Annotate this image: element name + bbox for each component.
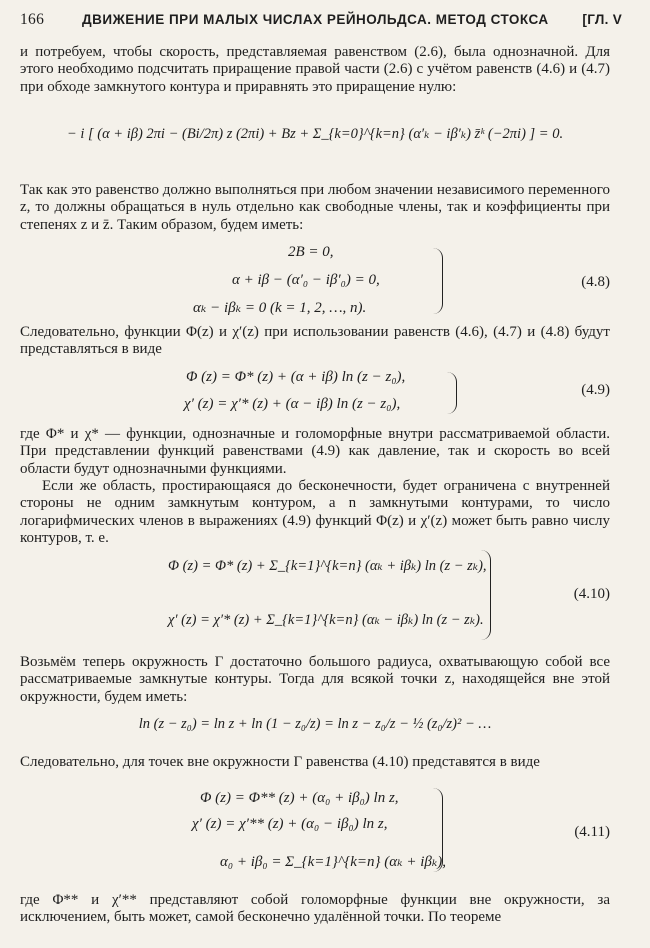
chapter-marker: [ГЛ. V — [582, 12, 622, 27]
eq410-number: (4.10) — [573, 586, 610, 602]
paragraph-4: где Φ* и χ* — функции, однозначные и голоморфные внутри рассматриваемой области. При представлении функций равенствами (4.9) как давление, так и скорость во всей области будут однозначными функциями. — [20, 426, 610, 477]
eq48-brace — [430, 248, 443, 314]
eq49-number: (4.9) — [581, 382, 610, 398]
paragraph-7: Следовательно, для точек вне окружности Γ равенства (4.10) представятся в виде — [20, 754, 540, 770]
paragraph-1: и потребуем, чтобы скорость, представляемая равенством (2.6), была однозначной. Для этого необходимо подсчитать приращение правой части (2.6) с учётом равенств (4.6) и (4.7) при обходе замкнутого контура и приравнять это приращение нулю: — [20, 44, 610, 95]
eq410-line1: Φ (z) = Φ* (z) + Σ_{k=1}^{k=n} (αₖ + iβₖ) ln (z − zₖ), — [168, 558, 487, 574]
paragraph-8: где Φ** и χ′** представляют собой голоморфные функции вне окружности, за исключением, быть может, самой бесконечно удалённой точки. По теореме — [20, 892, 610, 926]
running-title: ДВИЖЕНИЕ ПРИ МАЛЫХ ЧИСЛАХ РЕЙНОЛЬДСА. МЕТОД СТОКСА — [82, 12, 549, 27]
eq411-number: (4.11) — [574, 824, 610, 840]
eq49-line1: Φ (z) = Φ* (z) + (α + iβ) ln (z − z₀), — [186, 369, 406, 385]
paragraph-5: Если же область, простирающаяся до бесконечности, будет ограничена с внутренней стороны не одним замкнутым контуром, а n замкнутыми контурами, то число логарифмических членов в выражениях (4.9) функций Φ(z) и χ′(z) может быть равно числу контуров, т. е. — [20, 478, 610, 546]
eq410-brace — [478, 550, 491, 640]
eq48-number: (4.8) — [581, 274, 610, 290]
equation-increment: − i [ (α + iβ) 2πi − (Bi/2π) z (2πi) + Bz + Σ_{k=0}^{k=n} (α′ₖ − iβ′ₖ) z̄ᵏ (−2πi) ] = 0. — [66, 126, 564, 142]
eq411-line1: Φ (z) = Φ** (z) + (α₀ + iβ₀) ln z, — [200, 790, 399, 806]
eq49-line2: χ′ (z) = χ′* (z) + (α − iβ) ln (z − z₀), — [184, 396, 401, 412]
paragraph-2: Так как это равенство должно выполняться при любом значении независимого переменного z, то должны обращаться в нуль отдельно как свободные члены, так и коэффициенты при степенях z и z̄. Таким образом, будем иметь: — [20, 182, 610, 233]
eq411-line2: χ′ (z) = χ′** (z) + (α₀ − iβ₀) ln z, — [192, 816, 388, 832]
eq411-line3: α₀ + iβ₀ = Σ_{k=1}^{k=n} (αₖ + iβₖ), — [220, 854, 447, 870]
page-number: 166 — [20, 11, 45, 28]
eq48-line3: αₖ − iβₖ = 0 (k = 1, 2, …, n). — [193, 300, 367, 316]
equation-log-expansion: ln (z − z₀) = ln z + ln (1 − z₀/z) = ln z − z₀/z − ½ (z₀/z)² − … — [138, 716, 492, 732]
eq411-brace — [430, 788, 443, 872]
paragraph-6: Возьмём теперь окружность Γ достаточно большого радиуса, охватывающую собой все рассматриваемые замкнутые контуры. Тогда для всякой точки z, находящейся вне этой окружности, будем иметь: — [20, 654, 610, 705]
eq48-line1: 2B = 0, — [288, 244, 334, 260]
eq48-line2: α + iβ − (α′₀ − iβ′₀) = 0, — [232, 272, 380, 288]
paragraph-3: Следовательно, функции Φ(z) и χ′(z) при использовании равенств (4.6), (4.7) и (4.8) будут представляться в виде — [20, 324, 610, 358]
eq410-line2: χ′ (z) = χ′* (z) + Σ_{k=1}^{k=n} (αₖ − iβₖ) ln (z − zₖ). — [168, 612, 484, 628]
eq49-brace — [446, 372, 457, 414]
